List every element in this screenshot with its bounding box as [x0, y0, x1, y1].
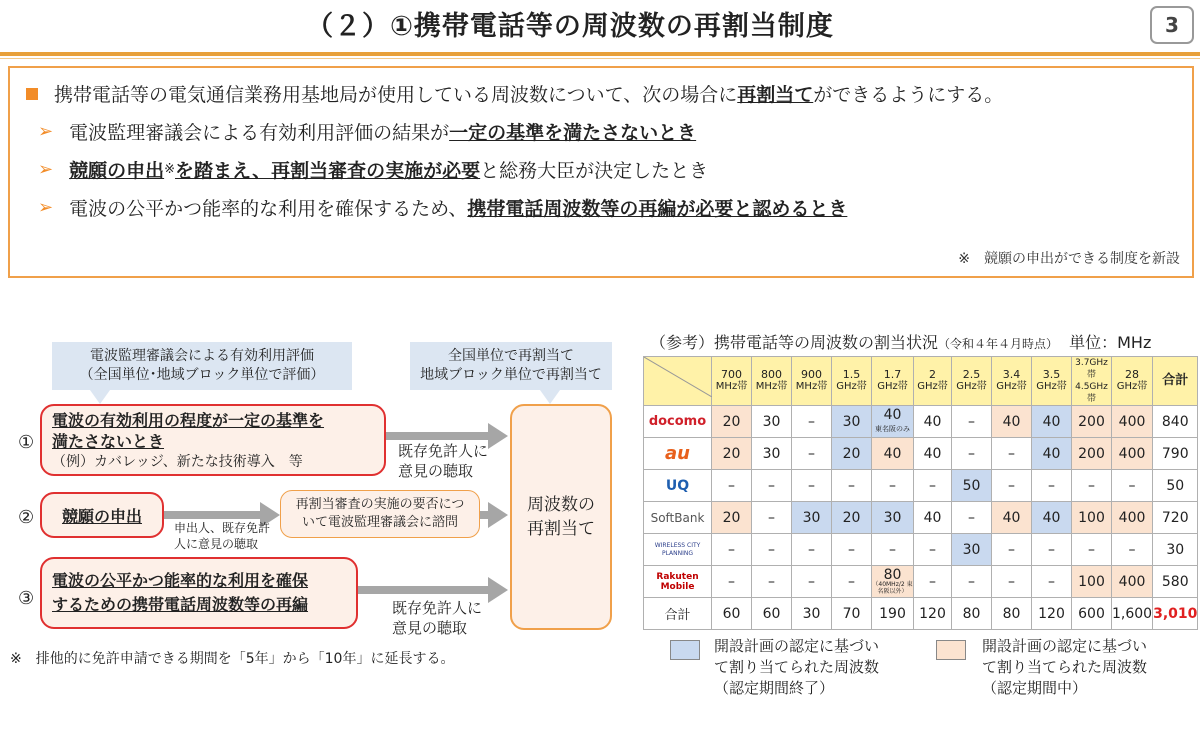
title-divider-thin	[0, 58, 1200, 59]
cell: –	[992, 566, 1032, 598]
arrow-head-icon	[488, 423, 508, 449]
cell	[872, 566, 914, 598]
summary-item-3	[38, 194, 847, 221]
cell: –	[914, 534, 952, 566]
cell: –	[952, 566, 992, 598]
box1-side-note	[398, 441, 488, 481]
band-header	[1032, 357, 1072, 406]
band-num: 2	[929, 368, 936, 381]
summary-item-2	[38, 156, 708, 183]
item2-mid: を踏まえ、再割当審査の実施が必要	[175, 160, 481, 182]
cell: –	[1112, 534, 1153, 566]
legend-swatch-peach	[936, 640, 966, 660]
callout-reassign-scope	[410, 342, 612, 390]
carrier-wcp: WIRELESS CITY PLANNING	[644, 534, 712, 566]
band-header	[712, 357, 752, 406]
total-header: 合計	[1153, 357, 1198, 406]
table-header-row	[644, 357, 1198, 406]
cell: 20	[832, 502, 872, 534]
cell: –	[1032, 534, 1072, 566]
cell: –	[952, 502, 992, 534]
band-unit: MHz帯	[795, 381, 828, 392]
cell-note: 東名阪のみ	[875, 424, 910, 433]
band-num: 900	[801, 368, 822, 381]
carrier-softbank: SoftBank	[644, 502, 712, 534]
cell: 80	[992, 598, 1032, 630]
cell: 400	[1112, 406, 1153, 438]
band-num: 2.5	[962, 368, 981, 381]
row-total: 30	[1153, 534, 1198, 566]
band-unit: GHz帯	[996, 381, 1027, 392]
cell: 30	[752, 438, 792, 470]
cell: 30	[872, 502, 914, 534]
band-num: 3.7GHz帯	[1075, 358, 1108, 380]
band-unit: MHz帯	[755, 381, 788, 392]
cell: 400	[1112, 502, 1153, 534]
row-total: 790	[1153, 438, 1198, 470]
allocation-table	[643, 356, 1198, 630]
summary-item-1	[38, 118, 696, 145]
cell: 600	[1072, 598, 1112, 630]
cell: 40	[914, 406, 952, 438]
flow-arrow	[358, 586, 488, 594]
band-num: 1.5	[842, 368, 861, 381]
step-number-3: ③	[18, 588, 35, 609]
carrier-rakuten: Rakuten Mobile	[644, 566, 712, 598]
band-header	[1112, 357, 1153, 406]
cell: –	[992, 470, 1032, 502]
cell: 30	[792, 598, 832, 630]
band-unit: MHz帯	[715, 381, 748, 392]
row-total: 840	[1153, 406, 1198, 438]
arrow-bullet-icon: ➢	[38, 121, 54, 142]
carrier-au: au	[644, 438, 712, 470]
cell-note: （40MHz/2 東名阪以外）	[872, 580, 913, 595]
band-header	[992, 357, 1032, 406]
band-num: 28	[1125, 368, 1140, 381]
cell: –	[792, 470, 832, 502]
carrier-uq: UQ	[644, 470, 712, 502]
callout-pointer-icon	[90, 390, 110, 404]
item1-text: 電波監理審議会による有効利用評価の結果が	[69, 122, 450, 144]
flow-arrow	[164, 511, 260, 519]
arrow-head-icon	[488, 502, 508, 528]
square-bullet-icon	[26, 88, 38, 100]
grand-total: 3,010	[1153, 598, 1198, 630]
cell: 50	[952, 470, 992, 502]
box3-side-line2: 意見の聴取	[392, 619, 468, 637]
legend-blue-line2: て割り当てられた周波数	[714, 658, 880, 676]
cell: –	[952, 438, 992, 470]
diagonal-line-icon	[644, 357, 712, 397]
table-sum-row	[644, 598, 1198, 630]
band-unit: GHz帯	[1036, 381, 1067, 392]
cell: 20	[712, 406, 752, 438]
cell: –	[712, 534, 752, 566]
table-caption	[650, 330, 1151, 353]
legend-swatch-blue	[670, 640, 700, 660]
callout1-line2: （全国単位･地域ブロック単位で評価）	[79, 367, 325, 383]
cell: –	[992, 534, 1032, 566]
cell: –	[712, 470, 752, 502]
cell: 100	[1072, 566, 1112, 598]
carrier-docomo: docomo	[644, 406, 712, 438]
cell: –	[952, 406, 992, 438]
cell: 200	[1072, 438, 1112, 470]
band-unit: GHz帯	[877, 381, 908, 392]
cell: –	[712, 566, 752, 598]
item1-bold: 一定の基準を満たさないとき	[449, 122, 697, 144]
band-unit: 4.5GHz帯	[1075, 382, 1108, 404]
legend-peach-line3: （認定期間中）	[982, 679, 1088, 697]
main-text: 携帯電話等の電気通信業務用基地局が使用している周波数について、次の場合に	[54, 84, 738, 106]
cell: –	[792, 406, 832, 438]
arrow-bullet-icon: ➢	[38, 197, 54, 218]
sum-label: 合計	[644, 598, 712, 630]
item3-bold: 携帯電話周波数等の再編が必要と認めるとき	[467, 198, 848, 220]
box2-side-line2: 人に意見の聴取	[174, 537, 259, 551]
cell: –	[1112, 470, 1153, 502]
final-line1: 周波数の	[527, 495, 595, 515]
page-number: 3	[1150, 6, 1194, 44]
cell: –	[792, 534, 832, 566]
cell: 1,600	[1112, 598, 1153, 630]
cell: –	[1032, 566, 1072, 598]
summary-box	[8, 66, 1194, 278]
summary-note: ※ 競願の申出ができる制度を新設	[958, 251, 1180, 267]
cell: 30	[952, 534, 992, 566]
box2-label: 競願の申出	[61, 506, 142, 526]
cell: –	[752, 566, 792, 598]
cell	[872, 406, 914, 438]
cell: 40	[872, 438, 914, 470]
cell: 400	[1112, 566, 1153, 598]
band-unit: GHz帯	[917, 381, 948, 392]
cell: –	[872, 470, 914, 502]
band-header	[1072, 357, 1112, 406]
cell: 70	[832, 598, 872, 630]
corner-cell	[644, 357, 712, 406]
cell: –	[832, 470, 872, 502]
cell: 200	[1072, 406, 1112, 438]
step-number-2: ②	[18, 507, 35, 528]
cell: 40	[1032, 406, 1072, 438]
cell: 400	[1112, 438, 1153, 470]
cell-value: 80	[883, 566, 902, 583]
cell: –	[752, 470, 792, 502]
cell: 20	[712, 438, 752, 470]
consultation-box	[280, 490, 480, 538]
main-bold: 再割当て	[737, 84, 814, 106]
box3-line2: するための携帯電話周波数等の再編	[52, 595, 309, 614]
condition-box-1	[40, 404, 386, 476]
cell: –	[792, 566, 832, 598]
caption-date: （令和４年４月時点）	[938, 337, 1059, 351]
cell: –	[914, 566, 952, 598]
legend-peach-line1: 開設計画の認定に基づい	[982, 637, 1148, 655]
cell: 40	[992, 502, 1032, 534]
cell: –	[752, 502, 792, 534]
cell: 20	[832, 438, 872, 470]
cell: 40	[992, 406, 1032, 438]
band-header	[832, 357, 872, 406]
callout-evaluation	[52, 342, 352, 390]
box1-side-line2: 意見の聴取	[398, 462, 474, 480]
band-header	[792, 357, 832, 406]
cell: 40	[1032, 438, 1072, 470]
consult-line1: 再割当審査の実施の要否につ	[295, 497, 465, 512]
cell: 40	[914, 438, 952, 470]
box1-line2: 満たさないとき	[52, 432, 165, 451]
cell: 40	[914, 502, 952, 534]
cell: –	[792, 438, 832, 470]
cell: –	[1072, 534, 1112, 566]
band-num: 800	[761, 368, 782, 381]
cell: 120	[1032, 598, 1072, 630]
cell: 30	[832, 406, 872, 438]
arrow-bullet-icon: ➢	[38, 159, 54, 180]
cell: 20	[712, 502, 752, 534]
cell: 30	[792, 502, 832, 534]
band-header	[914, 357, 952, 406]
table-row	[644, 470, 1198, 502]
band-unit: GHz帯	[836, 381, 867, 392]
main-post: ができるようにする。	[813, 84, 1004, 106]
condition-box-3	[40, 557, 358, 629]
box1-side-line1: 既存免許人に	[398, 442, 489, 460]
caption-unit: 単位：MHz	[1069, 333, 1152, 352]
cell: 60	[752, 598, 792, 630]
callout2-line1: 全国単位で再割当て	[448, 348, 574, 364]
box1-example: （例）カバレッジ、新たな技術導入 等	[52, 454, 303, 470]
row-total: 50	[1153, 470, 1198, 502]
flow-arrow	[386, 432, 488, 440]
box2-side-line1: 申出人、既存免許	[174, 521, 271, 535]
cell: 190	[872, 598, 914, 630]
cell: –	[1032, 470, 1072, 502]
legend-blue-line3: （認定期間終了）	[714, 679, 835, 697]
cell: 60	[712, 598, 752, 630]
step-number-1: ①	[18, 432, 35, 453]
box3-line1: 電波の公平かつ能率的な利用を確保	[52, 571, 309, 590]
row-total: 580	[1153, 566, 1198, 598]
band-header	[872, 357, 914, 406]
band-header	[752, 357, 792, 406]
cell: –	[752, 534, 792, 566]
table-row	[644, 502, 1198, 534]
title-divider	[0, 52, 1200, 56]
legend-peach-line2: て割り当てられた周波数	[982, 658, 1148, 676]
cell: –	[992, 438, 1032, 470]
band-num: 3.4	[1002, 368, 1021, 381]
legend-peach	[982, 636, 1147, 699]
table-row	[644, 438, 1198, 470]
item2-sup: ※	[164, 162, 176, 177]
cell: –	[872, 534, 914, 566]
table-row	[644, 534, 1198, 566]
page-title: （２）①携帯電話等の周波数の再割当制度	[306, 11, 834, 42]
legend-blue-line1: 開設計画の認定に基づい	[714, 637, 880, 655]
band-header	[952, 357, 992, 406]
row-total: 720	[1153, 502, 1198, 534]
box3-side-line1: 既存免許人に	[392, 599, 483, 617]
cell: 30	[752, 406, 792, 438]
band-num: 1.7	[883, 368, 902, 381]
box3-side-note	[392, 598, 482, 638]
table-row	[644, 566, 1198, 598]
band-unit: GHz帯	[1116, 381, 1148, 392]
box2-side-note	[174, 520, 270, 552]
table-row	[644, 406, 1198, 438]
consult-line2: いて電波監理審議会に諮問	[301, 515, 458, 530]
item3-text: 電波の公平かつ能率的な利用を確保するため、	[69, 198, 468, 220]
reassignment-box	[510, 404, 612, 630]
final-line2: 再割当て	[527, 519, 595, 539]
item2-post: と総務大臣が決定したとき	[480, 160, 709, 182]
cell: 40	[1032, 502, 1072, 534]
flow-footnote: ※ 排他的に免許申請できる期間を「5年」から「10年」に延長する。	[10, 651, 455, 667]
cell: –	[914, 470, 952, 502]
cell: –	[832, 534, 872, 566]
cell: 80	[952, 598, 992, 630]
summary-main	[26, 80, 1003, 107]
band-num: 3.5	[1042, 368, 1061, 381]
condition-box-2	[40, 492, 164, 538]
item2-bold: 競願の申出	[69, 160, 165, 182]
legend-blue	[714, 636, 879, 699]
cell: 120	[914, 598, 952, 630]
box1-line1: 電波の有効利用の程度が一定の基準を	[52, 411, 325, 430]
caption-text: （参考）携帯電話等の周波数の割当状況	[650, 333, 939, 352]
cell-value: 40	[883, 406, 902, 423]
cell: –	[1072, 470, 1112, 502]
band-num: 700	[721, 368, 742, 381]
band-unit: GHz帯	[956, 381, 987, 392]
callout-pointer-icon	[540, 390, 560, 404]
arrow-head-icon	[488, 577, 508, 603]
callout1-line1: 電波監理審議会による有効利用評価	[90, 348, 314, 364]
cell: 100	[1072, 502, 1112, 534]
cell: –	[832, 566, 872, 598]
callout2-line2: 地域ブロック単位で再割当て	[420, 367, 602, 383]
